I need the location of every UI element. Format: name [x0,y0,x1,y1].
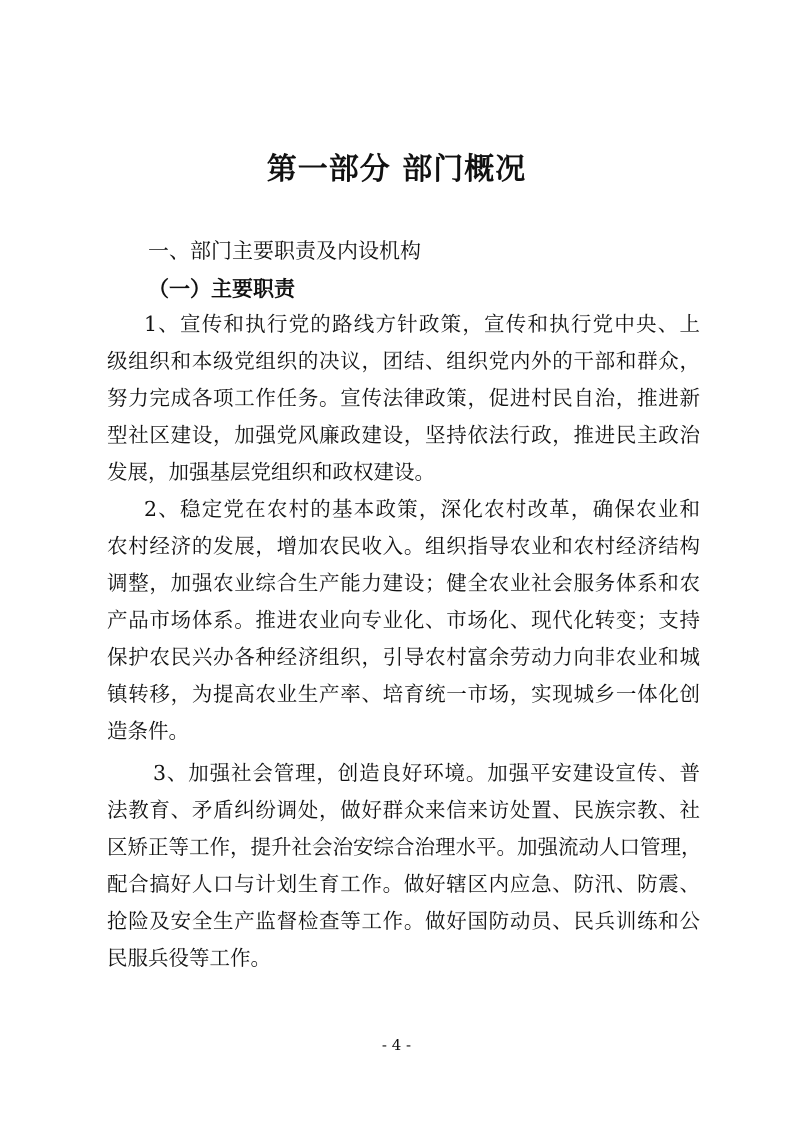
paragraph-1-line: 型社区建设，加强党风廉政建设，坚持依法行政，推进民主政治 [107,423,700,447]
paragraph-3-line: 3、加强社会管理，创造良好环境。加强平安建设宣传、普 [153,761,700,785]
paragraph-3-line: 民服兵役等工作。 [107,946,271,970]
subsection-heading: （一）主要职责 [148,276,295,301]
paragraph-2-line: 镇转移，为提高农业生产率、培育统一市场，实现城乡一体化创 [107,682,700,706]
section-heading: 一、部门主要职责及内设机构 [148,239,421,263]
paragraph-2-line: 产品市场体系。推进农业向专业化、市场化、现代化转变；支持 [107,608,700,632]
paragraph-3-line: 抢险及安全生产监督检查等工作。做好国防动员、民兵训练和公 [107,909,700,933]
paragraph-1-line: 努力完成各项工作任务。宣传法律政策，促进村民自治，推进新 [107,386,700,410]
paragraph-2-line: 调整，加强农业综合生产能力建设；健全农业社会服务体系和农 [107,571,700,595]
paragraph-2-line: 造条件。 [107,719,189,743]
paragraph-3-line: 配合搞好人口与计划生育工作。做好辖区内应急、防汛、防震、 [107,872,700,896]
paragraph-3-line: 法教育、矛盾纠纷调处，做好群众来信来访处置、民族宗教、社 [107,798,700,822]
page-number: - 4 - [381,1036,412,1054]
paragraph-2-line: 2、稳定党在农村的基本政策，深化农村改革，确保农业和 [144,497,700,521]
paragraph-2-line: 保护农民兴办各种经济组织，引导农村富余劳动力向非农业和城 [107,645,700,669]
paragraph-1-line: 1、宣传和执行党的路线方针政策，宣传和执行党中央、上 [144,312,700,336]
paragraph-1-line: 发展，加强基层党组织和政权建设。 [107,460,435,484]
paragraph-2-line: 农村经济的发展，增加农民收入。组织指导农业和农村经济结构 [107,534,700,558]
page-title: 第一部分 部门概况 [266,152,527,187]
paragraph-1-line: 级组织和本级党组织的决议，团结、组织党内外的干部和群众， [107,349,700,373]
paragraph-3-line: 区矫正等工作，提升社会治安综合治理水平。加强流动人口管理， [107,835,702,859]
